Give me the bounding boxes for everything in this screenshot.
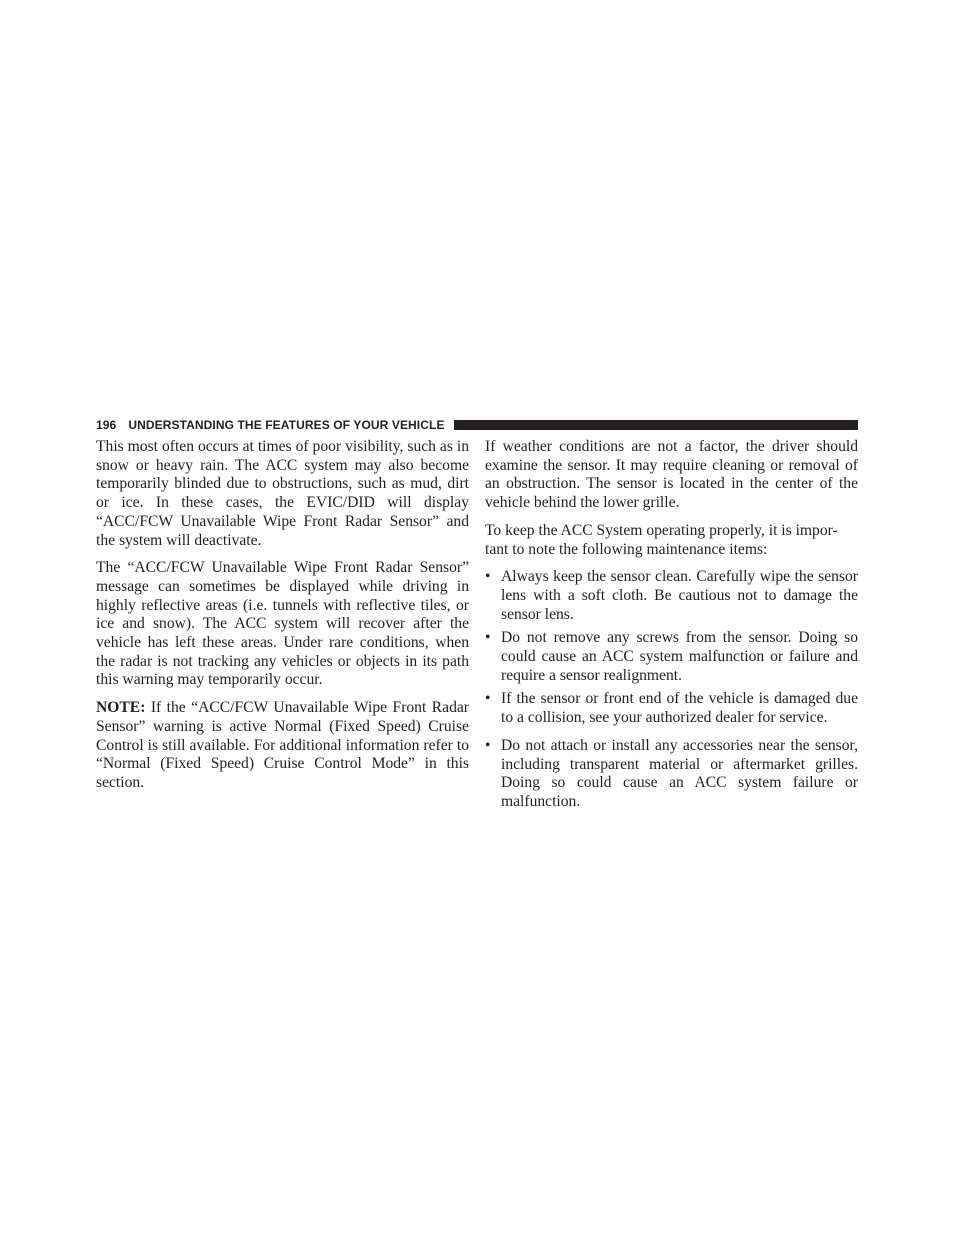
- page-header: [96, 418, 858, 432]
- bullet-glyph: •: [485, 736, 491, 754]
- list-item: [485, 737, 858, 812]
- right-column: [485, 438, 858, 817]
- header-rule: [454, 420, 858, 430]
- list-item-text: Do not attach or install any accessories near the sensor, including transparent material or aftermarket grilles. Doing so could cause an ACC system failure or malfunction.: [501, 736, 858, 810]
- bullet-glyph: •: [485, 690, 491, 708]
- paragraph-maintenance-intro: To keep the ACC System operating properly, it is impor-tant to note the following maintenance items:: [485, 521, 838, 558]
- bullet-glyph: •: [485, 568, 491, 586]
- list-item: [485, 690, 858, 727]
- page-number: 196: [96, 418, 117, 432]
- list-item: [485, 629, 858, 685]
- note-label: NOTE:: [96, 699, 146, 717]
- paragraph-weather: If weather conditions are not a factor, the driver should examine the sensor. It may require cleaning or removal of an obstruction. The sensor is located in the center of the vehicle behind the lower grille.: [485, 438, 858, 512]
- left-column: [96, 438, 469, 802]
- paragraph-reflective-areas: The “ACC/FCW Unavailable Wipe Front Radar Sensor” message can sometimes be displayed while driving in highly reflective areas (i.e. tunnels with reflective tiles, or ice and snow). The ACC system will recover after the vehicle has left these areas. Under rare conditions, when the radar is not tracking any vehicles or objects in its path this warning may temporarily occur.: [96, 559, 469, 689]
- list-item-text: If the sensor or front end of the vehicle is damaged due to a collision, see your authorized dealer for service.: [501, 690, 858, 727]
- bullet-glyph: •: [485, 629, 491, 647]
- list-item-text: Always keep the sensor clean. Carefully wipe the sensor lens with a soft cloth. Be cautious not to damage the sensor lens.: [501, 568, 858, 623]
- list-item-text: Do not remove any screws from the sensor. Doing so could cause an ACC system malfunction or failure and require a sensor realignment.: [501, 629, 858, 684]
- maintenance-list: [485, 568, 858, 811]
- section-title: UNDERSTANDING THE FEATURES OF YOUR VEHICLE: [128, 418, 445, 432]
- note-paragraph: [96, 699, 469, 793]
- paragraph-poor-visibility: This most often occurs at times of poor visibility, such as in snow or heavy rain. The ACC system may also become temporarily blinded due to obstructions, such as mud, dirt or ice. In these cases, the EVIC/DID will display “ACC/FCW Unavailable Wipe Front Radar Sensor” and the system will deactivate.: [96, 438, 469, 549]
- list-item: [485, 568, 858, 624]
- note-text: If the “ACC/FCW Unavailable Wipe Front Radar Sensor” warning is active Normal (Fixed Speed) Cruise Control is still available. For additional information refer to “Normal (Fixed Speed) Cruise Control Mode” in this section.: [96, 699, 469, 791]
